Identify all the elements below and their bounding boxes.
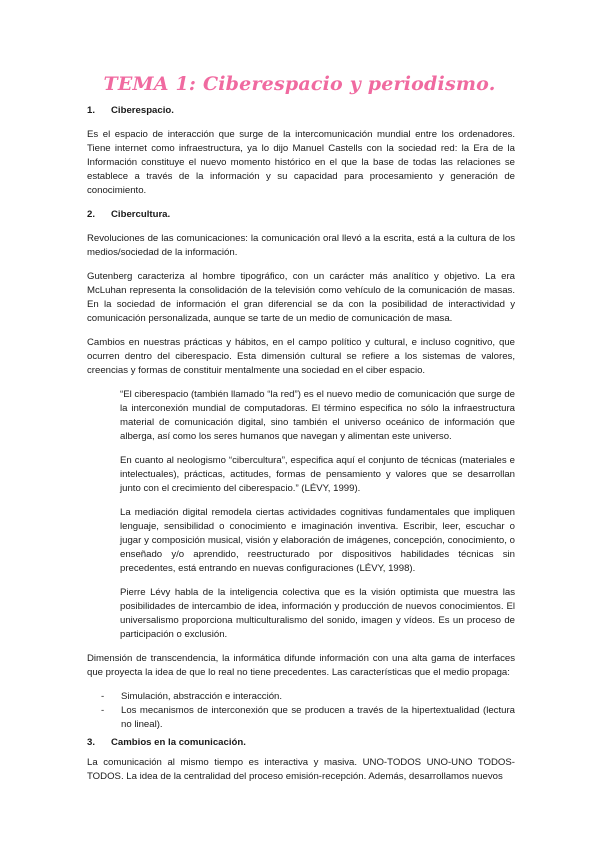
paragraph: Gutenberg caracteriza al hombre tipográfico, con un carácter más analítico y objetivo. La era McLuhan representa la consolidación de la televisión como vehículo de la comunicación de masas. En la sociedad de información el gran diferencial se da con la posibilidad de interactividad y comunicación personalizada, aunque se tarte de un medio de comunicación de masa. [87, 271, 515, 324]
bullet-marker: - [101, 691, 105, 702]
block-quote: Pierre Lévy habla de la inteligencia colectiva que es la visión optimista que muestra las posibilidades de intercambio de idea, información y producción de nuevos conocimientos. El universalismo proporciona multiculturalismo del sonido, imagen y vídeos. Es un proceso de participación o exclusión. [120, 587, 515, 640]
bullet-list [87, 690, 515, 732]
block-quote: La mediación digital remodela ciertas actividades cognitivas fundamentales que impliquen lenguaje, sensibilidad o conocimiento e imaginación inventiva. Escribir, leer, escuchar o jugar y composición musical, visión y elaboración de imágenes, concepción, conocimiento, o enseñado y/o aprendido, reestructurado por dispositivos habilidades técnicas sin precedentes, está entrando en nuevas configuraciones (LÉVY, 1998). [120, 507, 515, 574]
section-3-heading [87, 736, 515, 750]
section-title: Cibercultura. [111, 209, 171, 220]
section-number: 3. [87, 737, 96, 748]
paragraph: La comunicación al mismo tiempo es interactiva y masiva. UNO-TODOS UNO-UNO TODOS-TODOS. La idea de la centralidad del proceso emisión-recepción. Además, desarrollamos nuevos [87, 757, 515, 782]
paragraph: Cambios en nuestras prácticas y hábitos, en el campo político y cultural, e incluso cognitivo, que ocurren dentro del ciberespacio. Esta dimensión cultural se refiere a los sistemas de valores, creencias y formas de constituir mentalmente una sociedad en el ciber espacio. [87, 337, 515, 376]
section-2-heading [87, 208, 515, 222]
list-item [87, 690, 515, 704]
block-quote: En cuanto al neologismo “cibercultura”, especifica aquí el conjunto de técnicas (materiales e intelectuales), prácticas, actitudes, formas de pensamiento y valores que se desarrollan junto con el crecimiento del ciberespacio.” (LÉVY, 1999). [120, 455, 515, 494]
block-quote: “El ciberespacio (también llamado “la red”) es el nuevo medio de comunicación que surge de la interconexión mundial de computadoras. El término especifica no sólo la infraestructura material de comunicación digital, sino también el universo oceánico de información que alberga, así como los seres humanos que navegan y alimentan este universo. [120, 389, 515, 442]
section-title: Cambios en la comunicación. [111, 737, 246, 748]
bullet-marker: - [101, 705, 105, 716]
document-body [87, 104, 515, 794]
list-item-text: Los mecanismos de interconexión que se producen a través de la hipertextualidad (lectura no lineal). [121, 705, 515, 730]
section-1-heading [87, 104, 515, 118]
list-item-text: Simulación, abstracción e interacción. [121, 691, 283, 702]
section-number: 1. [87, 105, 96, 116]
section-title: Ciberespacio. [111, 105, 174, 116]
paragraph: Dimensión de transcendencia, la informática difunde información con una alta gama de interfaces que proyecta la idea de que lo real no tiene precedentes. Las características que el medio propaga: [87, 653, 515, 678]
list-item [87, 704, 515, 732]
paragraph: Revoluciones de las comunicaciones: la comunicación oral llevó a la escrita, está a la cultura de los medios/sociedad de la información. [87, 233, 515, 258]
page-title: TEMA 1: Ciberespacio y periodismo. [103, 73, 496, 95]
paragraph: Es el espacio de interacción que surge de la intercomunicación mundial entre los ordenadores. Tiene internet como infraestructura, ya lo dijo Manuel Castells con la sociedad red: la Era de la Información constituye el nuevo momento histórico en el que la base de todas las relaciones se establece a través de la información y su capacidad para procesamiento y generación de conocimiento. [87, 129, 515, 196]
section-number: 2. [87, 209, 96, 220]
